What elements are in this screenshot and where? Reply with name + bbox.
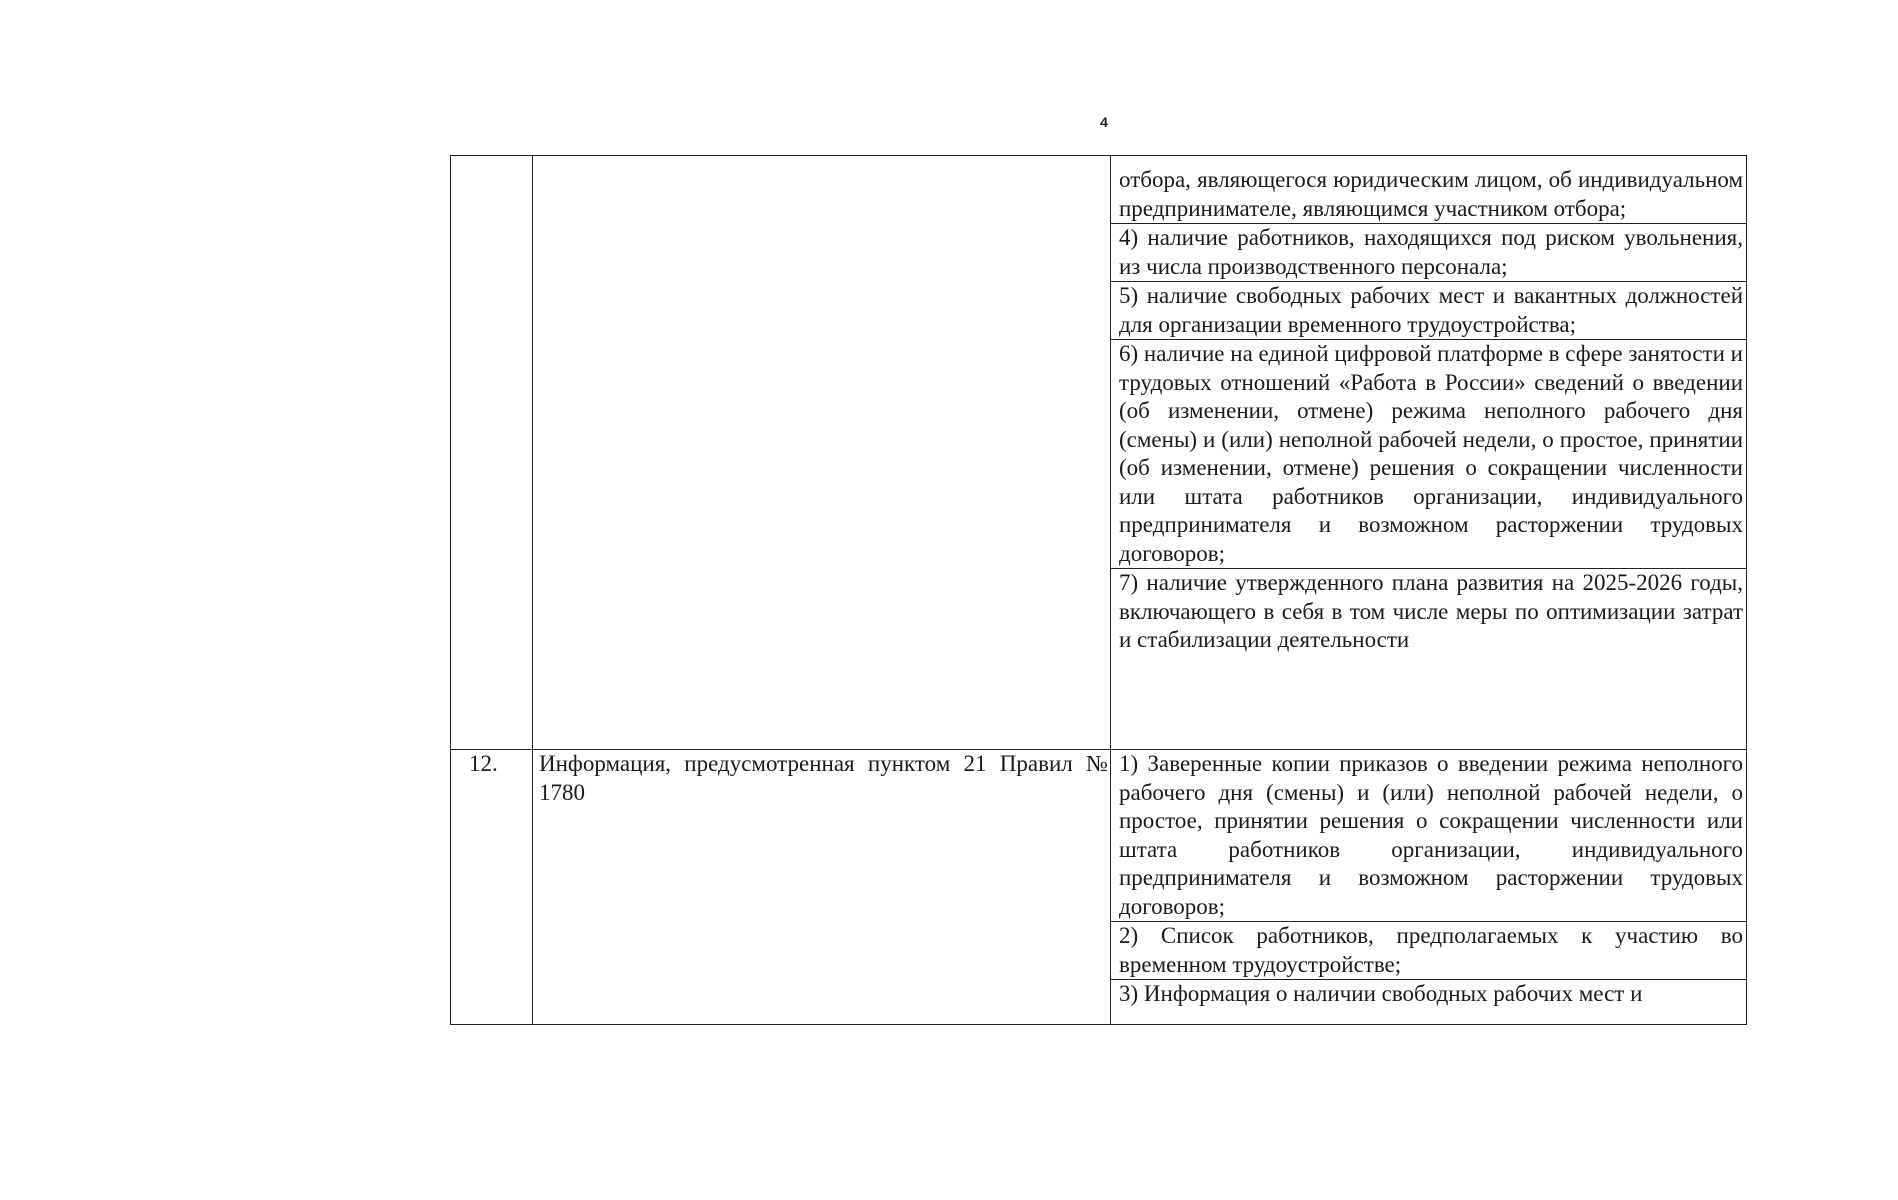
row-name: Информация, предусмотренная пунктом 21 Правил № 1780 xyxy=(539,751,1108,805)
page-number: 4 xyxy=(1100,114,1108,130)
list-item: 1) Заверенные копии приказов о введении режима неполного рабочего дня (смены) и (или) неполной рабочей недели, о простое, принятии решения о сокращении численности или штата работников организации, индивидуального предпринимателя и возможном расторжении трудовых договоров; xyxy=(1111,750,1746,922)
list-item: 4) наличие работников, находящихся под риском увольнения, из числа производственного персонала; xyxy=(1111,224,1746,282)
row-name-cell xyxy=(533,156,1111,750)
requirements-table xyxy=(450,155,1747,1025)
row-number-cell xyxy=(451,750,533,1025)
list-item: 5) наличие свободных рабочих мест и вакантных должностей для организации временного трудоустройства; xyxy=(1111,282,1746,340)
table-row xyxy=(451,156,1747,750)
list-item: 2) Список работников, предполагаемых к участию во временном трудоустройстве; xyxy=(1111,922,1746,980)
row-documents-cell xyxy=(1111,750,1747,1025)
list-item: отбора, являющегося юридическим лицом, об индивидуальном предпринимателе, являющимся участником отбора; xyxy=(1111,166,1746,224)
list-item: 6) наличие на единой цифровой платформе в сфере занятости и трудовых отношений «Работа в России» сведений о введении (об изменении, отмене) режима неполного рабочего дня (смены) и (или) неполной рабочей недели, о простое, принятии (об изменении, отмене) решения о сокращении численности или штата работников организации, индивидуального предпринимателя и возможном расторжении трудовых договоров; xyxy=(1111,340,1746,569)
list-item: 3) Информация о наличии свободных рабочих мест и xyxy=(1119,981,1643,1006)
row-number: 12. xyxy=(469,751,498,776)
list-item: 7) наличие утвержденного плана развития на 2025-2026 годы, включающего в себя в том числе меры по оптимизации затрат и стабилизации деятельности xyxy=(1119,570,1743,652)
row-number-cell xyxy=(451,156,533,750)
row-documents-cell xyxy=(1111,156,1747,750)
table-row xyxy=(451,750,1747,1025)
row-name-cell xyxy=(533,750,1111,1025)
